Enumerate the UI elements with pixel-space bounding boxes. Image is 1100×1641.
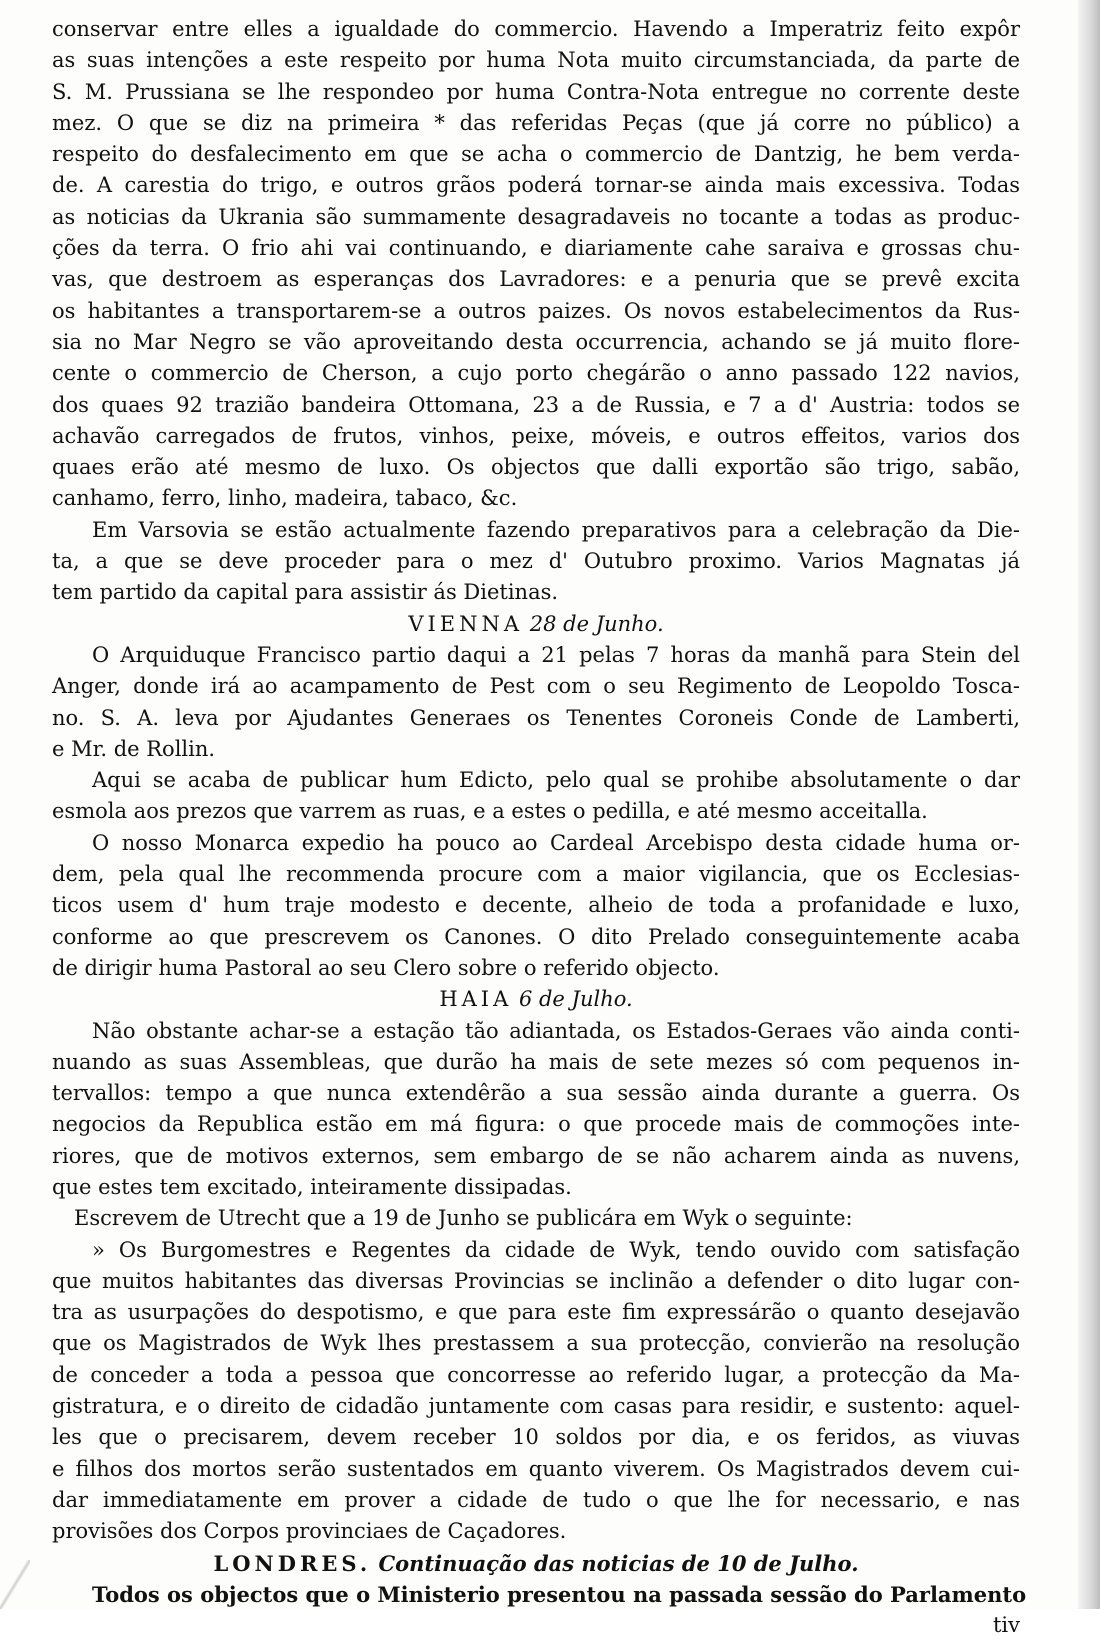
text-line: ticos usem d' hum traje modesto e decente, alheio de toda a profanidade e luxo, (52, 893, 1020, 918)
text-line: que muitos habitantes das diversas Provincias se inclinão a defender o dito lugar con- (52, 1268, 1020, 1293)
text-line: de dirigir huma Pastoral ao seu Clero sobre o referido objecto. (52, 955, 720, 980)
paragraph-opening (52, 14, 1020, 515)
text-line: respeito do desfalecimento em que se acha o commercio de Dantzig, he bem verda- (52, 142, 1020, 167)
text-line: Todos os objectos que o Ministerio presentou na passada sessão do Parlamento (92, 1581, 1027, 1607)
text-line: as noticias da Ukrania são summamente desagradaveis no tocante a todas as produc- (52, 204, 1020, 229)
text-line: esmola aos prezos que varrem as ruas, e a estes o pedilla, e até mesmo acceitalla. (52, 799, 928, 824)
dateline-londres (52, 1548, 1020, 1579)
text-line: O Arquiduque Francisco partio daqui a 21 pelas 7 horas da manhã para Stein del (92, 642, 1020, 667)
text-line: os habitantes a transportarem-se a outros paizes. Os novos estabelecimentos da Rus- (52, 298, 1020, 323)
text-line: gistratura, e o direito de cidadão juntamente com casas para residir, e sustento: aquel- (52, 1394, 1020, 1419)
text-line: dos quaes 92 trazião bandeira Ottomana, 23 a de Russia, e 7 a d' Austria: todos se (52, 392, 1020, 417)
dateline-subtitle: Continuação das noticias de 10 de Julho. (378, 1550, 859, 1576)
paragraph-varsovia (52, 515, 1020, 609)
paragraph-vienna-3 (52, 828, 1020, 984)
scan-crease (0, 1560, 30, 1609)
text-line: Em Varsovia se estão actualmente fazendo preparativos para a celebração da Die- (92, 517, 1020, 542)
text-line: riores, que de motivos externos, sem embargo de se não acharem ainda as nuvens, (52, 1143, 1020, 1168)
paragraph-vienna-1 (52, 640, 1020, 765)
paragraph-vienna-2 (52, 765, 1020, 828)
text-line: vas, que destroem as esperanças dos Lavradores: e a penuria que se prevê excita (52, 267, 1020, 292)
text-line: tervallos: tempo a que nunca extendêrão a sua sessão ainda durante a guerra. Os (52, 1081, 1020, 1106)
text-line: nuando as suas Assembleas, que durão ha mais de sete mezes só com pequenos in- (52, 1049, 1020, 1074)
text-line: les que o precisarem, devem receber 10 soldos por dia, e os feridos, as viuvas (52, 1425, 1020, 1450)
text-line: de. A carestia do trigo, e outros grãos poderá tornar-se ainda mais excessiva. Todas (52, 173, 1020, 198)
text-line: que os Magistrados de Wyk lhes prestassem a sua protecção, convierão na resolução (52, 1331, 1020, 1356)
paragraph-haia-3 (52, 1235, 1020, 1548)
scan-shadow-edge (1078, 0, 1100, 1609)
text-line: e filhos dos mortos serão sustentados em quanto viverem. Os Magistrados devem cui- (52, 1456, 1020, 1481)
text-line: sia no Mar Negro se vão aproveitando desta occurrencia, achando se já muito flore- (52, 329, 1020, 354)
text-line: tra as usurpações do despotismo, e que para este fim expressárão o quanto desejavão (52, 1300, 1020, 1325)
text-line: conforme ao que prescrevem os Canones. O dito Prelado conseguintemente acaba (52, 924, 1020, 949)
text-line: as suas intenções a este respeito por huma Nota muito circumstanciada, da parte de (52, 48, 1020, 73)
text-line: quaes erão até mesmo de luxo. Os objectos que dalli exportão são trigo, sabão, (52, 455, 1020, 480)
text-line: provisões dos Corpos provinciaes de Caçadores. (52, 1519, 567, 1544)
text-line: tem partido da capital para assistir ás Dietinas. (52, 580, 559, 605)
text-line: Escrevem de Utrecht que a 19 de Junho se publicára em Wyk o seguinte: (74, 1206, 853, 1231)
dateline-city: HAIA (439, 987, 513, 1012)
text-line: Não obstante achar-se a estação tão adiantada, os Estados-Geraes vão ainda conti- (92, 1018, 1020, 1043)
dateline-city: VIENNA (408, 611, 524, 636)
text-line: Aqui se acaba de publicar hum Edicto, pelo qual se prohibe absolutamente o dar (92, 768, 1020, 793)
dateline-vienna (52, 609, 1020, 640)
catchword: tiv (992, 1613, 1020, 1638)
page-text (52, 14, 1027, 1641)
text-line: O nosso Monarca expedio ha pouco ao Cardeal Arcebispo desta cidade huma or- (92, 830, 1020, 855)
paragraph-haia-2 (52, 1203, 1020, 1234)
dateline-city: LONDRES. (213, 1550, 372, 1576)
text-line: e Mr. de Rollin. (52, 736, 216, 761)
dateline-haia (52, 984, 1020, 1015)
text-line: dem, pela qual lhe recommenda procure com a maior vigilancia, que os Ecclesias- (52, 862, 1020, 887)
text-line: Anger, donde irá ao acampamento de Pest com o seu Regimento de Leopoldo Tosca- (52, 674, 1020, 699)
dateline-date: 6 de Julho. (518, 987, 633, 1012)
text-line: dar immediatamente em prover a cidade de tudo o que lhe for necessario, e nas (52, 1487, 1020, 1512)
text-line: S. M. Prussiana se lhe respondeo por huma Contra-Nota entregue no corrente deste (52, 79, 1020, 104)
text-line: cente o commercio de Cherson, a cujo porto chegárão o anno passado 122 navios, (52, 361, 1020, 386)
paragraph-londres (52, 1579, 1027, 1610)
text-line: canhamo, ferro, linho, madeira, tabaco, &c. (52, 486, 518, 511)
dateline-date: 28 de Junho. (529, 611, 664, 636)
text-line: achavão carregados de frutos, vinhos, peixe, móveis, e outros effeitos, varios dos (52, 423, 1020, 448)
paragraph-haia-1 (52, 1016, 1020, 1204)
text-line: conservar entre elles a igualdade do commercio. Havendo a Imperatriz feito expôr (52, 17, 1020, 41)
text-line: ções da terra. O frio ahi vai continuando, e diariamente cahe saraiva e grossas chu- (52, 236, 1020, 261)
text-line: no. S. A. leva por Ajudantes Generaes os Tenentes Coroneis Conde de Lamberti, (52, 705, 1020, 730)
text-line: de conceder a toda a pessoa que concorresse ao referido lugar, a protecção da Ma- (52, 1362, 1020, 1387)
text-line: que estes tem excitado, inteiramente dissipadas. (52, 1174, 572, 1199)
text-line: negocios da Republica estão em má figura: o que procede mais de commoções inte- (52, 1112, 1020, 1137)
text-line: » Os Burgomestres e Regentes da cidade de Wyk, tendo ouvido com satisfação (92, 1237, 1020, 1262)
text-line: mez. O que se diz na primeira * das referidas Peças (que já corre no público) a (52, 110, 1020, 135)
text-line: ta, a que se deve proceder para o mez d' Outubro proximo. Varios Magnatas já (52, 549, 1020, 574)
